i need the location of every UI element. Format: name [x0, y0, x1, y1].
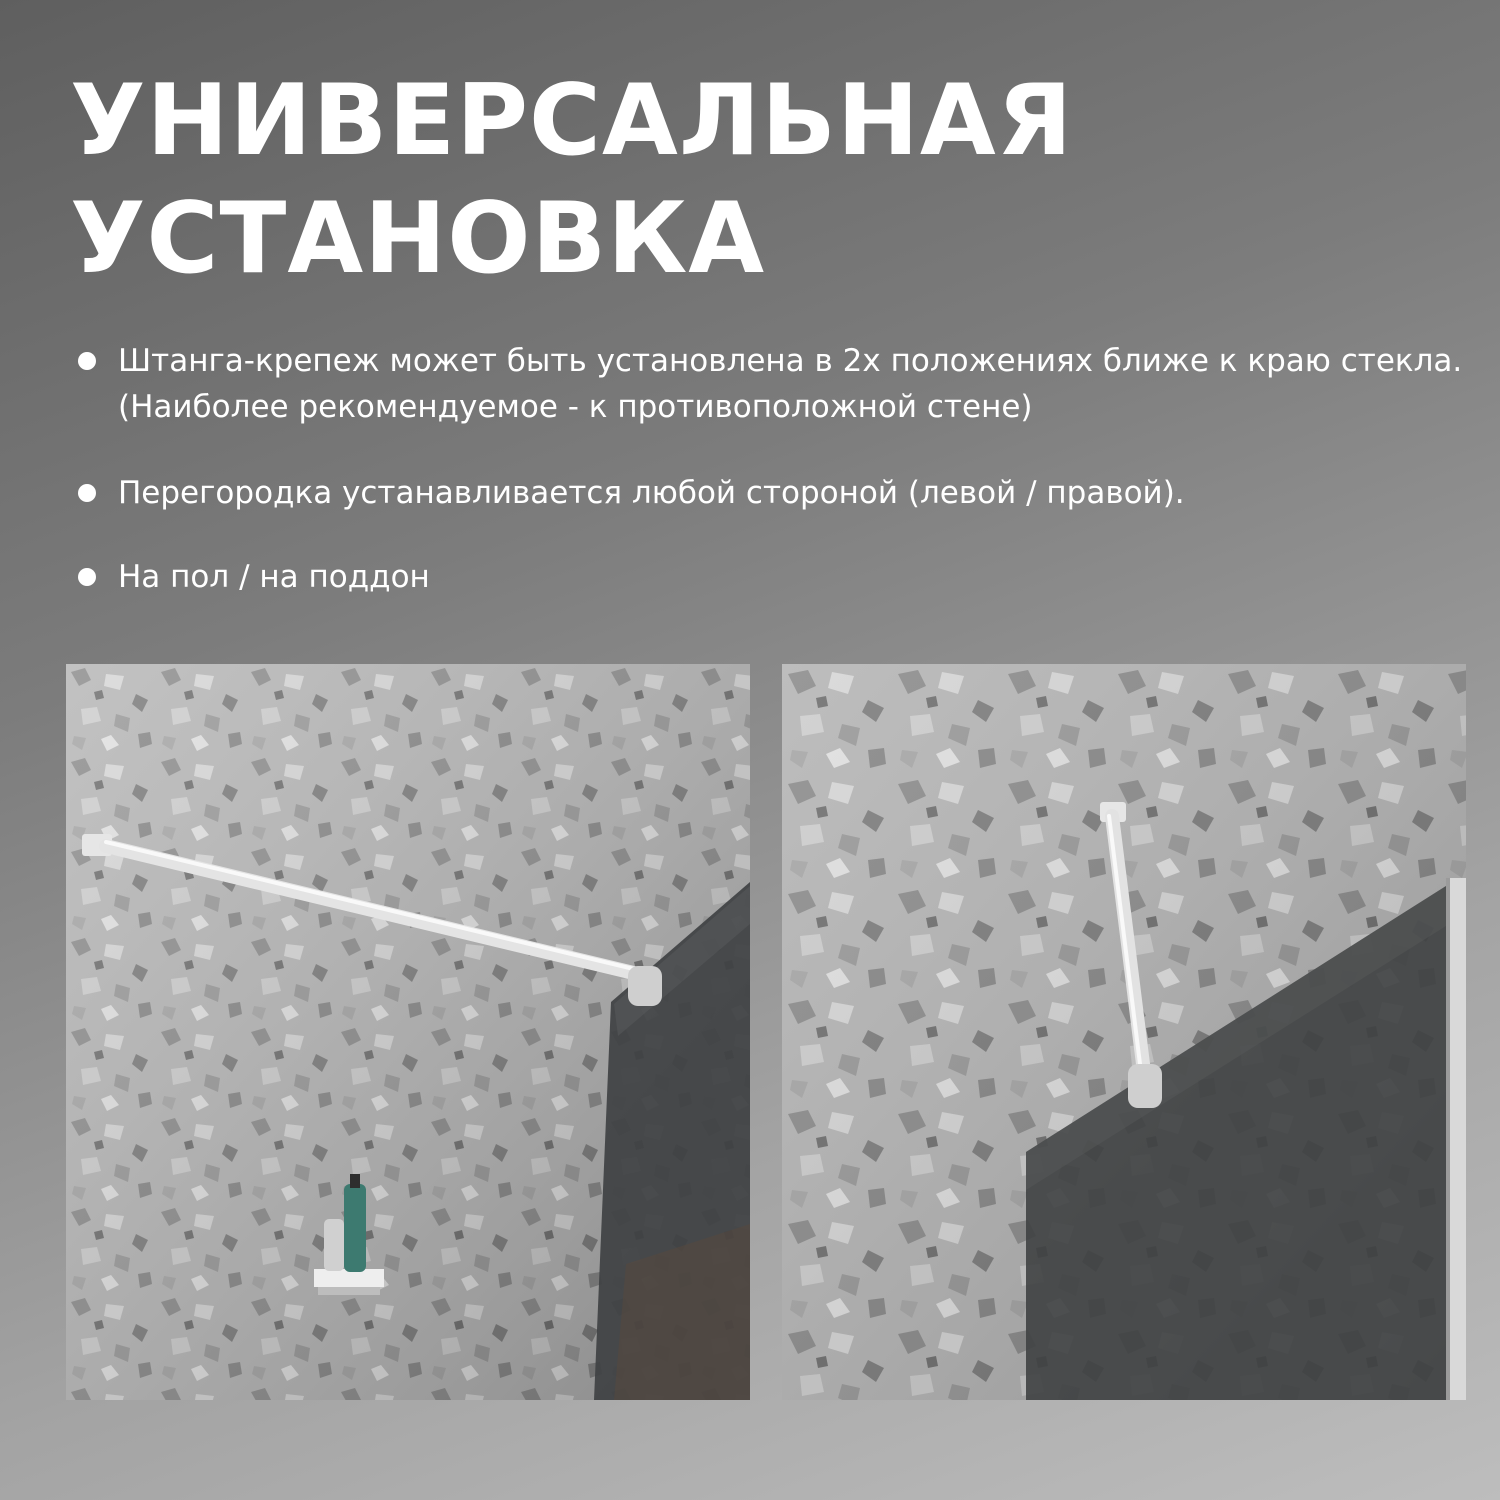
bullet-dot-icon — [78, 568, 96, 586]
bullet-dot-icon — [78, 352, 96, 370]
feature-text: Перегородка устанавливается любой стороной (левой / правой). — [118, 475, 1185, 511]
feature-text: На пол / на поддон — [118, 559, 430, 595]
page-title — [70, 62, 1450, 298]
shower-screen-rod-to-wall-photo — [66, 664, 750, 1400]
photo-right-illustration — [782, 664, 1466, 1400]
bullet-dot-icon — [78, 484, 96, 502]
title-line-2: УСТАНОВКА — [70, 182, 766, 296]
feature-text: Штанга-крепеж может быть установлена в 2х положениях ближе к краю стекла. (Наиболее рекомендуемое - к противоположной стене) — [118, 343, 1463, 425]
feature-item — [78, 338, 1468, 430]
feature-item — [78, 554, 430, 600]
shower-screen-rod-to-ceiling-photo — [782, 664, 1466, 1400]
title-line-1: УНИВЕРСАЛЬНАЯ — [70, 64, 1074, 178]
feature-item — [78, 470, 1185, 516]
photo-left-illustration — [66, 664, 750, 1400]
